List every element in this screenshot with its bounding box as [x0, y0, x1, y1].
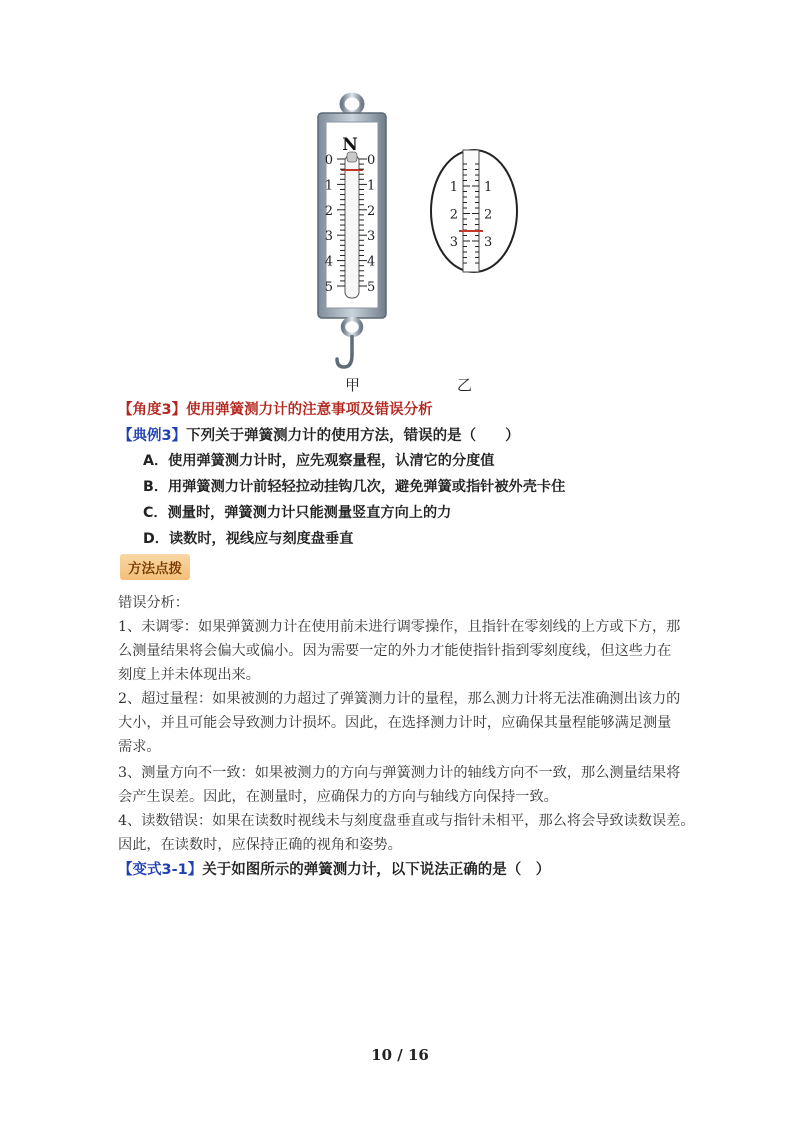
scale-label-right: 1: [367, 178, 376, 194]
paragraph-2-line-3: 需求。: [118, 739, 161, 755]
paragraph-1-line-2: 么测量结果将会偏大或偏小。因为需要一定的外力才能使指针指到零刻度线，但这些力在: [118, 643, 672, 659]
variant-heading: [118, 858, 550, 879]
paragraph-3-line-2: 会产生误差。因此，在测量时，应确保力的方向与轴线方向保持一致。: [118, 789, 558, 805]
scale-label-left: 1: [324, 178, 333, 194]
zoom-label-right: 3: [484, 235, 493, 250]
scale-label-right: 2: [367, 203, 376, 219]
scale-label-right: 0: [367, 153, 376, 168]
scale-label-left: 4: [324, 254, 333, 270]
paragraph-2-line-2: 大小，并且可能会导致测力计损坏。因此，在选择测力计时，应确保其量程能够满足测量: [118, 715, 672, 731]
unit-label: N: [342, 135, 358, 155]
zoom-label-left: 1: [449, 180, 458, 195]
variant-tag: 【变式3-1】: [118, 862, 203, 878]
scale-label-right: 3: [367, 229, 376, 245]
hook-icon: [337, 319, 361, 367]
zoom-label-right: 1: [484, 180, 493, 195]
method-tip-badge: 方法点拨: [120, 554, 190, 580]
angle-heading: [118, 398, 433, 419]
angle-title: 使用弹簧测力计的注意事项及错误分析: [186, 402, 433, 418]
scale-label-right: 4: [367, 254, 376, 270]
paragraph-1-line-3: 刻度上并未体现出来。: [118, 667, 260, 683]
paragraph-4-line-1: 4、读数错误：如果在读数时视线未与刻度盘垂直或与指针未相平，那么将会导致读数误差。: [118, 813, 695, 829]
option-c: C．测量时，弹簧测力计只能测量竖直方向上的力: [143, 505, 452, 521]
paragraph-1-line-1: 1、未调零：如果弹簧测力计在使用前未进行调零操作，且指针在零刻线的上方或下方，那: [118, 619, 681, 635]
option-a: A．使用弹簧测力计时，应先观察量程，认清它的分度值: [143, 453, 495, 469]
zoom-label-left: 3: [449, 235, 458, 250]
variant-question: 关于如图所示的弹簧测力计，以下说法正确的是（ ）: [202, 862, 551, 878]
option-d: D．读数时，视线应与刻度盘垂直: [143, 531, 354, 547]
caption-yi: 乙: [457, 376, 473, 394]
example-question: 下列关于弹簧测力计的使用方法，错误的是（ ）: [186, 428, 520, 444]
scale-label-left: 2: [324, 203, 333, 219]
scale-label-left: 3: [324, 229, 333, 245]
example-tag: 【典例3】: [118, 428, 187, 444]
zoom-view: [431, 150, 517, 272]
paragraph-3-line-1: 3、测量方向不一致：如果被测力的方向与弹簧测力计的轴线方向不一致，那么测量结果将: [118, 765, 681, 781]
zoom-label-left: 2: [449, 207, 458, 223]
analysis-title: 错误分析：: [118, 595, 189, 611]
page-number: 10 / 16: [371, 1046, 429, 1064]
spring-scale-figure: [0, 0, 800, 400]
scale-label-left: 5: [324, 280, 333, 295]
top-ring-icon: [342, 95, 362, 113]
paragraph-2-line-1: 2、超过量程：如果被测的力超过了弹簧测力计的量程，那么测力计将无法准确测出该力的: [118, 691, 681, 707]
angle-tag: 【角度3】: [118, 402, 187, 418]
scale-label-left: 0: [324, 153, 333, 168]
zoom-label-right: 2: [484, 207, 493, 223]
scale-label-right: 5: [367, 280, 376, 295]
example-heading: [118, 424, 520, 445]
paragraph-4-line-2: 因此，在读数时，应保持正确的视角和姿势。: [118, 837, 402, 853]
option-b: B．用弹簧测力计前轻轻拉动挂钩几次，避免弹簧或指针被外壳卡住: [143, 479, 566, 495]
caption-jia: 甲: [345, 376, 361, 394]
